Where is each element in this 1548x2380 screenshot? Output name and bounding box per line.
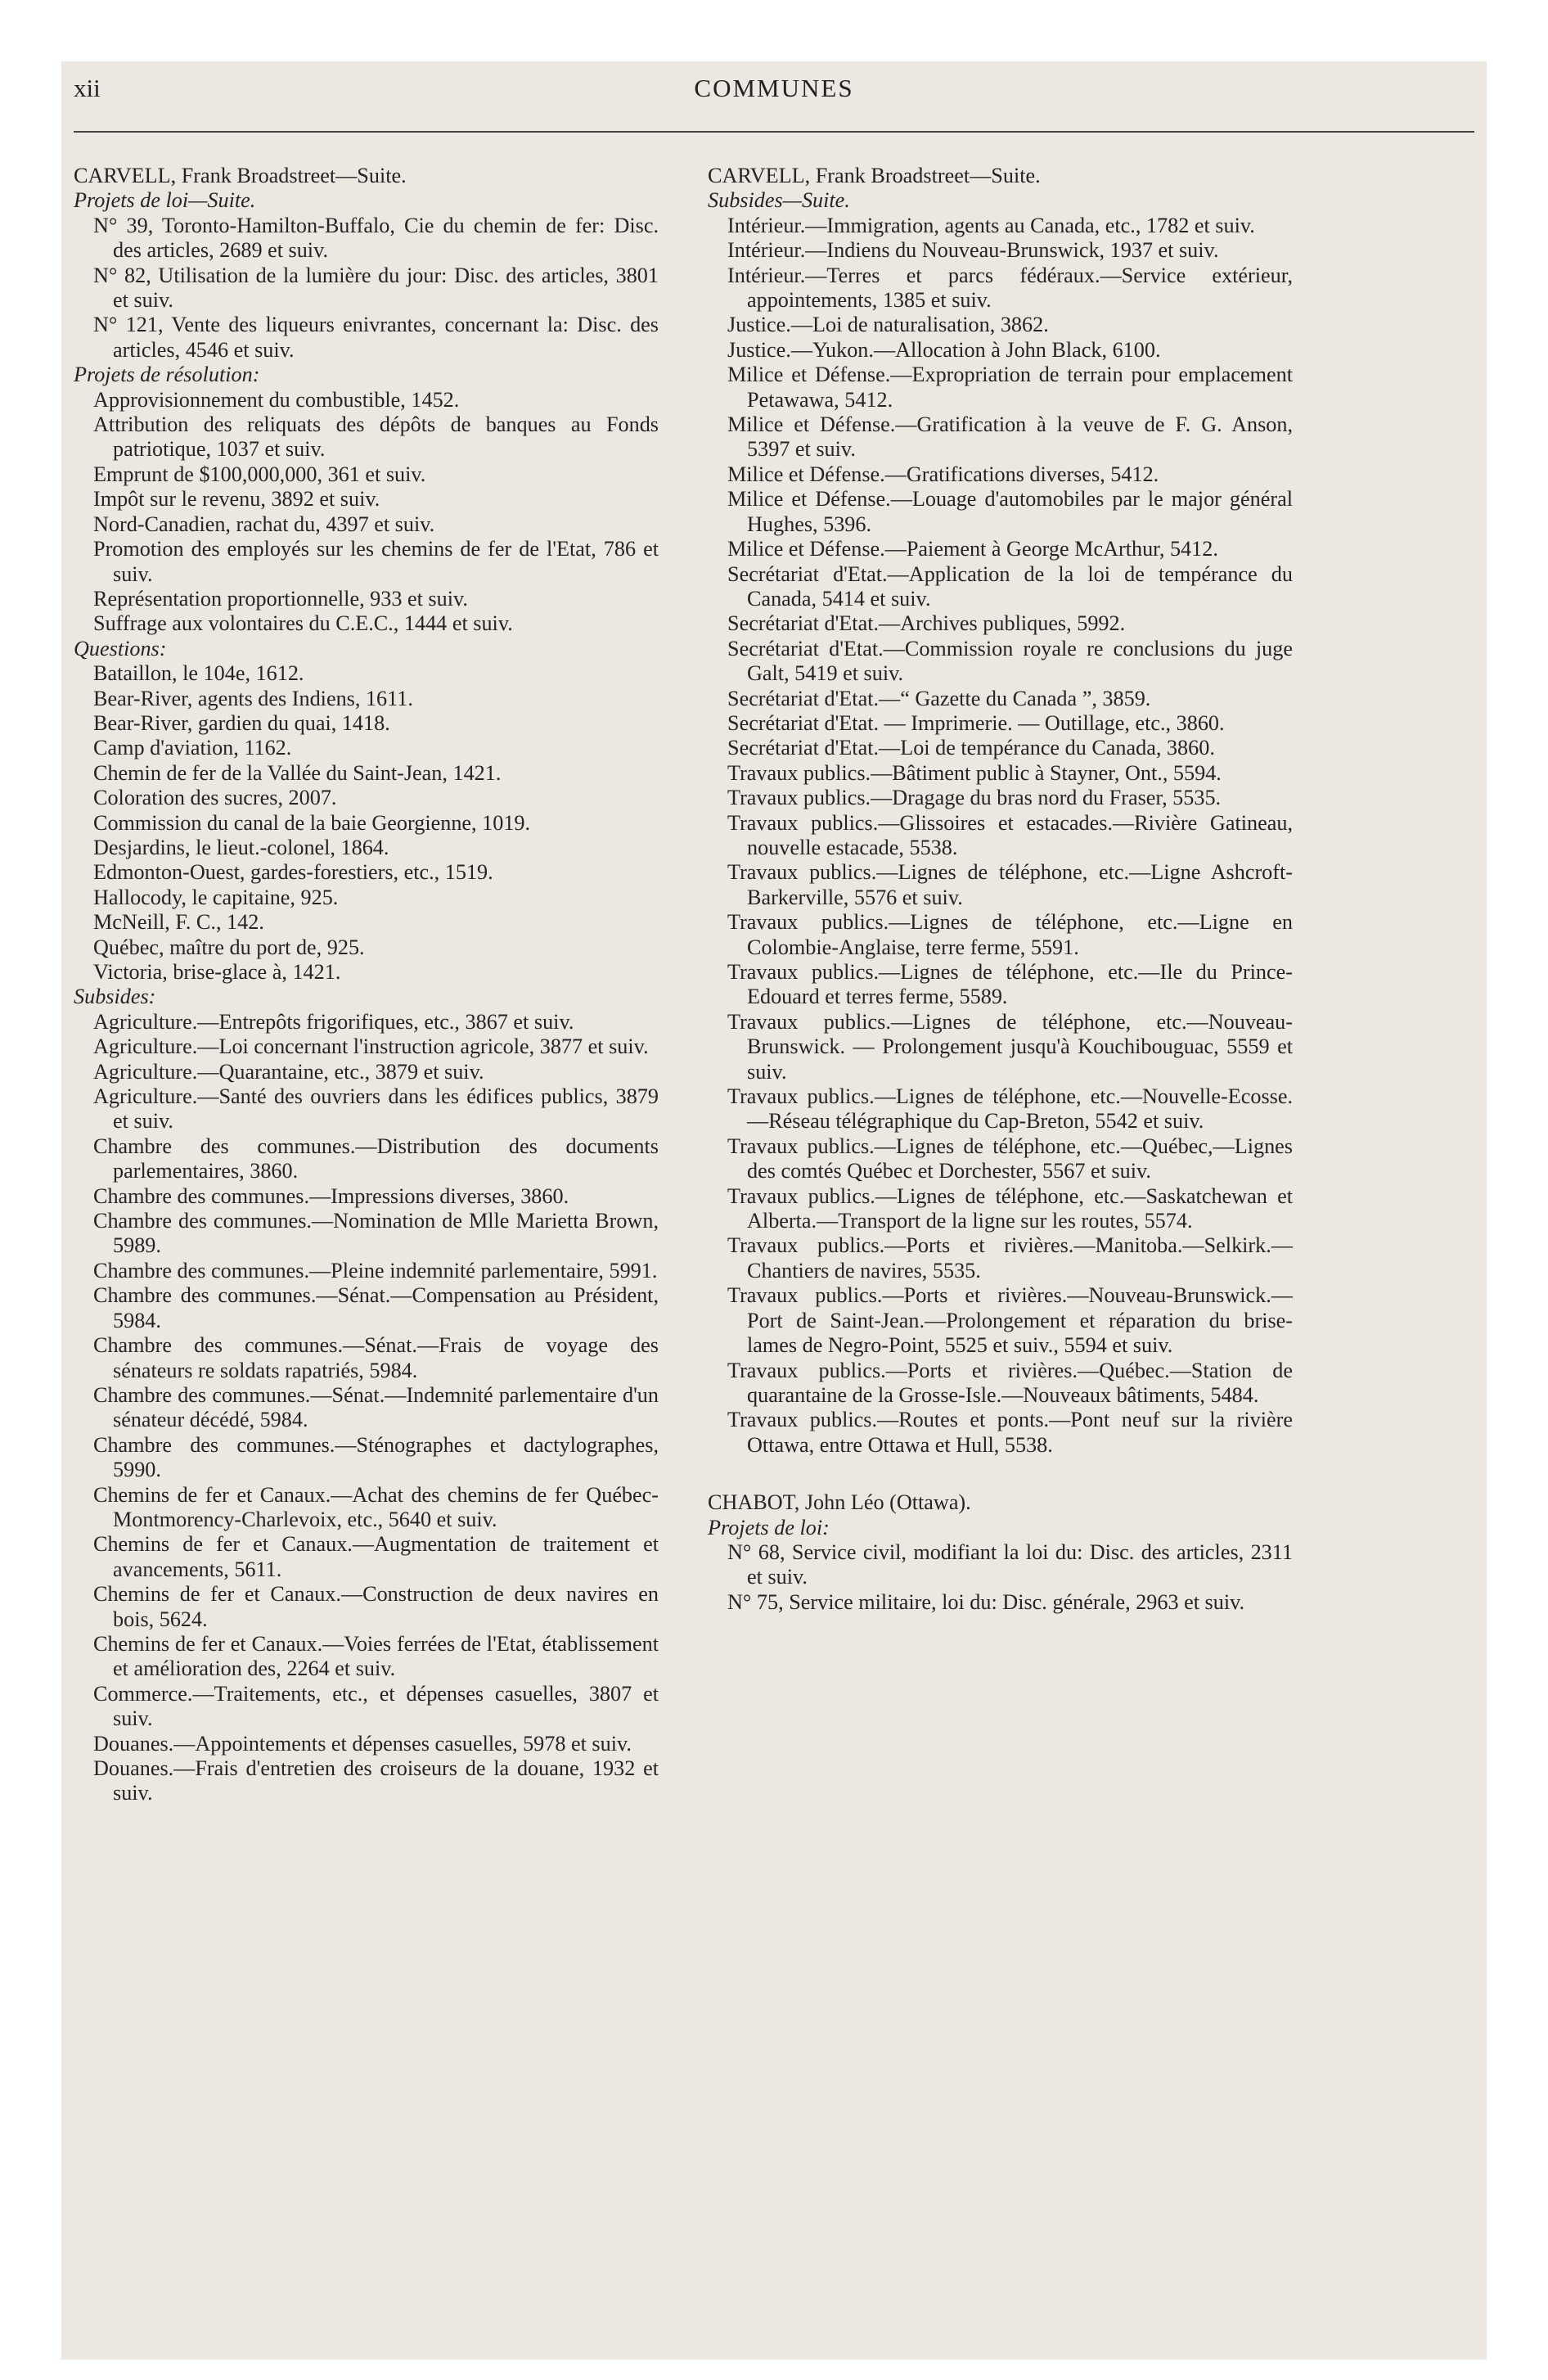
index-entry: Douanes.—Frais d'entretien des croiseurs de la douane, 1932 et suiv. [93, 1756, 659, 1805]
index-entry: Intérieur.—Immigration, agents au Canada, etc., 1782 et suiv. [727, 213, 1255, 237]
index-entry: Milice et Défense.—Gratifications diverses, 5412. [727, 462, 1159, 486]
index-entry: Edmonton-Ouest, gardes-forestiers, etc., 1519. [93, 860, 493, 885]
index-entry: Attribution des reliquats des dépôts de banques au Fonds patriotique, 1037 et suiv. [93, 412, 659, 462]
index-entry: McNeill, F. C., 142. [93, 910, 264, 935]
page-number: xii [74, 74, 101, 102]
index-entry: Bataillon, le 104e, 1612. [93, 661, 304, 686]
index-entry: Secrétariat d'Etat.—Application de la loi de tempérance du Canada, 5414 et suiv. [727, 561, 1293, 611]
index-entry: Bear-River, agents des Indiens, 1611. [93, 686, 413, 710]
index-entry: Travaux publics.—Ports et rivières.—Manitoba.—Selkirk.—Chantiers de navires, 5535. [727, 1233, 1293, 1282]
index-entry: Chemins de fer et Canaux.—Voies ferrées de l'Etat, établissement et amélioration des, 2264 et suiv. [93, 1631, 659, 1681]
index-entry: Victoria, brise-glace à, 1421. [93, 960, 341, 984]
index-entry: Travaux publics.—Lignes de téléphone, etc.—Nouvelle-Ecosse.—Réseau télégraphique du Cap-Breton, 5542 et suiv. [727, 1084, 1293, 1134]
index-entry: Commission du canal de la baie Georgienne, 1019. [93, 810, 531, 835]
index-entry: N° 39, Toronto-Hamilton-Buffalo, Cie du chemin de fer: Disc. des articles, 2689 et suiv. [93, 213, 659, 263]
member-name: CARVELL, Frank Broadstreet—Suite. [74, 164, 407, 187]
section-heading: Projets de loi—Suite. [74, 188, 256, 213]
index-entry: Justice.—Yukon.—Allocation à John Black, 6100. [727, 337, 1161, 362]
index-entry: Travaux publics.—Routes et ponts.—Pont neuf sur la rivière Ottawa, entre Ottawa et Hull, 5538. [727, 1408, 1293, 1457]
index-entry: Québec, maître du port de, 925. [93, 935, 365, 959]
left-column [74, 164, 659, 1806]
index-entry: Travaux publics.—Lignes de téléphone, etc.—Ligne Ashcroft-Barkerville, 5576 et suiv. [727, 860, 1293, 909]
index-entry: Travaux publics.—Lignes de téléphone, etc.—Ligne en Colombie-Anglaise, terre ferme, 5591. [727, 910, 1293, 959]
index-entry: Chemin de fer de la Vallée du Saint-Jean, 1421. [93, 760, 502, 785]
index-entry: Agriculture.—Quarantaine, etc., 3879 et suiv. [93, 1059, 484, 1084]
index-entry: Secrétariat d'Etat.—“ Gazette du Canada ”, 3859. [727, 686, 1151, 710]
index-entry: Chambre des communes.—Distribution des documents parlementaires, 3860. [93, 1134, 659, 1183]
index-entry: Chemins de fer et Canaux.—Achat des chemins de fer Québec-Montmorency-Charlevoix, etc., 5640 et suiv. [93, 1482, 659, 1531]
index-entry: Intérieur.—Terres et parcs fédéraux.—Service extérieur, appointements, 1385 et suiv. [727, 263, 1293, 313]
section-heading: Projets de résolution: [74, 363, 260, 387]
header-rule [74, 131, 1474, 133]
index-entry: Promotion des employés sur les chemins de fer de l'Etat, 786 et suiv. [93, 537, 659, 586]
index-entry: Justice.—Loi de naturalisation, 3862. [727, 313, 1049, 337]
index-entry: Travaux publics.—Lignes de téléphone, etc.—Nouveau-Brunswick. — Prolongement jusqu'à Kouchibouguac, 5559 et suiv. [727, 1009, 1293, 1084]
member-name: CARVELL, Frank Broadstreet—Suite. [708, 164, 1041, 187]
index-entry: Agriculture.—Loi concernant l'instruction agricole, 3877 et suiv. [93, 1034, 649, 1059]
index-entry: Milice et Défense.—Expropriation de terrain pour emplacement Petawawa, 5412. [727, 363, 1293, 412]
section-heading: Projets de loi: [708, 1515, 830, 1539]
index-entry: Camp d'aviation, 1162. [93, 736, 292, 760]
index-entry: Milice et Défense.—Gratification à la veuve de F. G. Anson, 5397 et suiv. [727, 412, 1293, 462]
index-entry: Commerce.—Traitements, etc., et dépenses casuelles, 3807 et suiv. [93, 1681, 659, 1731]
index-entry: Chambre des communes.—Impressions diverses, 3860. [93, 1183, 569, 1208]
index-entry: Chemins de fer et Canaux.—Construction de deux navires en bois, 5624. [93, 1582, 659, 1631]
index-entry: Milice et Défense.—Louage d'automobiles par le major général Hughes, 5396. [727, 487, 1293, 536]
index-entry: N° 121, Vente des liqueurs enivrantes, concernant la: Disc. des articles, 4546 et suiv. [93, 313, 659, 362]
index-entry: Travaux publics.—Glissoires et estacades.—Rivière Gatineau, nouvelle estacade, 5538. [727, 810, 1293, 859]
index-entry: Chambre des communes.—Sénat.—Frais de voyage des sénateurs re soldats rapatriés, 5984. [93, 1333, 659, 1382]
index-entry: Travaux publics.—Dragage du bras nord du Fraser, 5535. [727, 786, 1222, 810]
member-name: CHABOT, John Léo (Ottawa). [708, 1490, 971, 1515]
index-entry: Douanes.—Appointements et dépenses casuelles, 5978 et suiv. [93, 1731, 632, 1756]
index-entry: Milice et Défense.—Paiement à George McArthur, 5412. [727, 537, 1218, 561]
index-entry: N° 68, Service civil, modifiant la loi du: Disc. des articles, 2311 et suiv. [727, 1539, 1293, 1589]
index-entry: Agriculture.—Entrepôts frigorifiques, etc., 3867 et suiv. [93, 1009, 574, 1034]
index-entry: Chambre des communes.—Sénat.—Indemnité parlementaire d'un sénateur décédé, 5984. [93, 1382, 659, 1432]
index-entry: Agriculture.—Santé des ouvriers dans les édifices publics, 3879 et suiv. [93, 1084, 659, 1134]
index-entry: Chambre des communes.—Sténographes et dactylographes, 5990. [93, 1432, 659, 1482]
index-entry: Secrétariat d'Etat.—Commission royale re conclusions du juge Galt, 5419 et suiv. [727, 636, 1293, 686]
index-entry: N° 82, Utilisation de la lumière du jour: Disc. des articles, 3801 et suiv. [93, 263, 659, 313]
index-entry: Représentation proportionnelle, 933 et suiv. [93, 586, 468, 611]
index-entry: Emprunt de $100,000,000, 361 et suiv. [93, 462, 426, 486]
index-entry: Suffrage aux volontaires du C.E.C., 1444 et suiv. [93, 611, 513, 636]
page-title: COMMUNES [694, 74, 854, 102]
spacer [708, 1458, 1293, 1490]
index-entry: Secrétariat d'Etat.—Archives publiques, 5992. [727, 611, 1126, 636]
index-entry: Secrétariat d'Etat. — Imprimerie. — Outillage, etc., 3860. [727, 710, 1225, 735]
index-entry: Travaux publics.—Lignes de téléphone, etc.—Québec,—Lignes des comtés Québec et Dorchester, 5567 et suiv. [727, 1134, 1293, 1183]
index-entry: Coloration des sucres, 2007. [93, 786, 337, 810]
index-entry: Impôt sur le revenu, 3892 et suiv. [93, 487, 380, 512]
section-heading: Subsides: [74, 985, 156, 1009]
index-entry: Bear-River, gardien du quai, 1418. [93, 710, 390, 735]
index-entry: Travaux publics.—Lignes de téléphone, etc.—Saskatchewan et Alberta.—Transport de la ligne sur les routes, 5574. [727, 1183, 1293, 1233]
index-entry: Travaux publics.—Ports et rivières.—Québec.—Station de quarantaine de la Grosse-Isle.—Nouveaux bâtiments, 5484. [727, 1358, 1293, 1407]
section-heading: Subsides—Suite. [708, 188, 850, 213]
index-entry: Travaux publics.—Lignes de téléphone, etc.—Ile du Prince-Edouard et terres ferme, 5589. [727, 960, 1293, 1009]
index-entry: Approvisionnement du combustible, 1452. [93, 387, 460, 412]
right-column [708, 164, 1293, 1615]
index-entry: Nord-Canadien, rachat du, 4397 et suiv. [93, 512, 435, 536]
section-heading: Questions: [74, 636, 167, 660]
index-entry: Desjardins, le lieut.-colonel, 1864. [93, 835, 389, 859]
index-entry: Chambre des communes.—Pleine indemnité parlementaire, 5991. [93, 1258, 658, 1282]
index-entry: Chemins de fer et Canaux.—Augmentation de traitement et avancements, 5611. [93, 1532, 659, 1581]
index-entry: Intérieur.—Indiens du Nouveau-Brunswick, 1937 et suiv. [727, 238, 1219, 263]
page-header [74, 74, 1474, 115]
index-entry: Secrétariat d'Etat.—Loi de tempérance du Canada, 3860. [727, 736, 1215, 760]
index-entry: N° 75, Service militaire, loi du: Disc. générale, 2963 et suiv. [727, 1589, 1245, 1614]
index-entry: Travaux publics.—Bâtiment public à Stayner, Ont., 5594. [727, 760, 1222, 785]
index-entry: Chambre des communes.—Nomination de Mlle Marietta Brown, 5989. [93, 1209, 659, 1258]
index-entry: Hallocody, le capitaine, 925. [93, 885, 339, 909]
index-entry: Travaux publics.—Ports et rivières.—Nouveau-Brunswick.—Port de Saint-Jean.—Prolongement et réparation du brise-lames de Negro-Point, 5525 et suiv., 5594 et suiv. [727, 1283, 1293, 1358]
index-entry: Chambre des communes.—Sénat.—Compensation au Président, 5984. [93, 1283, 659, 1332]
